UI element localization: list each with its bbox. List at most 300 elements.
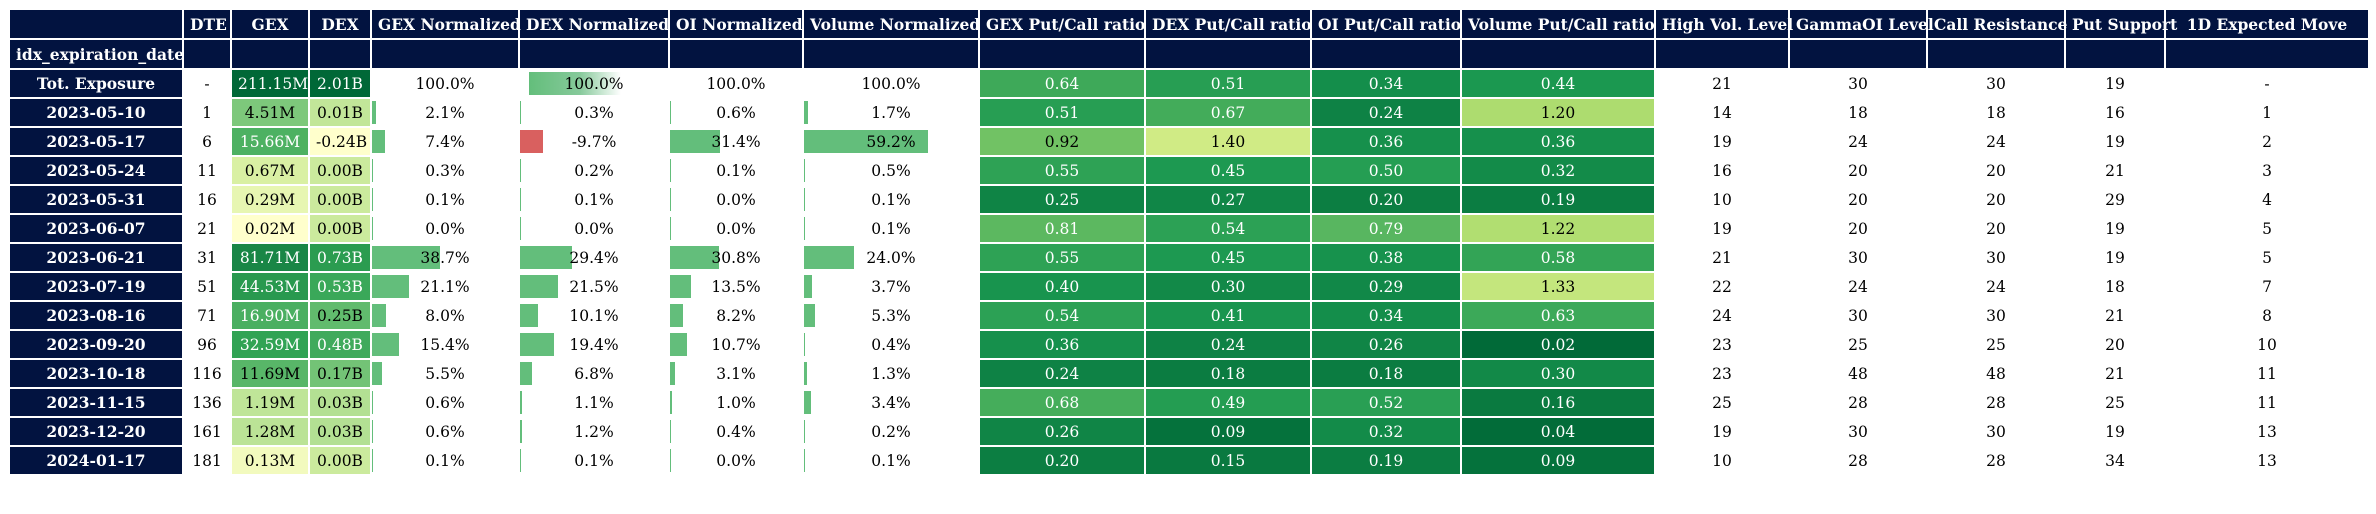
normalized-value: 100.0% xyxy=(861,74,921,93)
table-row xyxy=(9,301,2369,330)
put-support-cell: 34 xyxy=(2065,446,2165,475)
dex-cell: 0.73B xyxy=(309,243,371,272)
normalized-value: 15.4% xyxy=(420,335,470,354)
normalized-bar xyxy=(520,420,522,443)
normalized-bar xyxy=(804,188,805,211)
table-row xyxy=(9,185,2369,214)
normalized-value: 0.6% xyxy=(716,103,756,122)
table-row xyxy=(9,98,2369,127)
dte-cell: 116 xyxy=(183,359,231,388)
dex-cell: -0.24B xyxy=(309,127,371,156)
volume-normalized-cell xyxy=(803,156,979,185)
dex-normalized-cell xyxy=(519,127,669,156)
expected-move-cell: 7 xyxy=(2165,272,2369,301)
oi-normalized-cell xyxy=(669,330,803,359)
row-header-date: 2023-05-31 xyxy=(9,185,183,214)
header-gammaoi-level: GammaOI Level xyxy=(1789,9,1927,39)
table-row xyxy=(9,156,2369,185)
volume-normalized-cell xyxy=(803,98,979,127)
call-resistance-cell: 30 xyxy=(1927,243,2065,272)
row-header-date: 2023-12-20 xyxy=(9,417,183,446)
dex-put-call-cell: 0.51 xyxy=(1145,69,1311,98)
dte-cell: 96 xyxy=(183,330,231,359)
normalized-value: 30.8% xyxy=(711,248,761,267)
normalized-value: 6.8% xyxy=(574,364,614,383)
put-support-cell: 29 xyxy=(2065,185,2165,214)
volume-put-call-cell: 1.33 xyxy=(1461,272,1655,301)
dex-normalized-cell xyxy=(519,417,669,446)
normalized-value: 1.1% xyxy=(574,393,614,412)
header-oi-put-call-ratio: OI Put/Call ratio xyxy=(1311,9,1461,39)
volume-put-call-cell: 0.19 xyxy=(1461,185,1655,214)
oi-normalized-cell xyxy=(669,156,803,185)
gex-cell: 1.28M xyxy=(231,417,309,446)
dex-put-call-cell: 0.54 xyxy=(1145,214,1311,243)
gex-normalized-cell xyxy=(371,69,519,98)
gex-cell: 11.69M xyxy=(231,359,309,388)
put-support-cell: 18 xyxy=(2065,272,2165,301)
dex-normalized-cell xyxy=(519,388,669,417)
dex-put-call-cell: 0.15 xyxy=(1145,446,1311,475)
dex-cell: 0.48B xyxy=(309,330,371,359)
normalized-bar xyxy=(670,159,671,182)
high-vol-level-cell: 24 xyxy=(1655,301,1789,330)
oi-put-call-cell: 0.20 xyxy=(1311,185,1461,214)
gex-put-call-cell: 0.20 xyxy=(979,446,1145,475)
normalized-value: 0.6% xyxy=(425,422,465,441)
call-resistance-cell: 30 xyxy=(1927,69,2065,98)
normalized-value: 31.4% xyxy=(711,132,761,151)
normalized-bar xyxy=(372,159,373,182)
normalized-bar xyxy=(372,391,373,414)
put-support-cell: 21 xyxy=(2065,301,2165,330)
row-header-date: Tot. Exposure xyxy=(9,69,183,98)
row-header-date: 2023-09-20 xyxy=(9,330,183,359)
normalized-bar xyxy=(372,101,376,124)
expected-move-cell: 1 xyxy=(2165,98,2369,127)
gex-put-call-cell: 0.64 xyxy=(979,69,1145,98)
header-oi-normalized: OI Normalized xyxy=(669,9,803,39)
normalized-bar xyxy=(670,101,671,124)
gammaoi-level-cell: 30 xyxy=(1789,69,1927,98)
gex-normalized-cell xyxy=(371,127,519,156)
gammaoi-level-cell: 24 xyxy=(1789,127,1927,156)
normalized-bar xyxy=(372,304,386,327)
header-dex: DEX xyxy=(309,9,371,39)
gex-put-call-cell: 0.24 xyxy=(979,359,1145,388)
dex-cell: 0.00B xyxy=(309,446,371,475)
row-header-date: 2023-08-16 xyxy=(9,301,183,330)
dex-put-call-cell: 0.49 xyxy=(1145,388,1311,417)
normalized-value: 10.7% xyxy=(711,335,761,354)
gex-cell: 32.59M xyxy=(231,330,309,359)
gex-put-call-cell: 0.40 xyxy=(979,272,1145,301)
gex-normalized-cell xyxy=(371,359,519,388)
volume-put-call-cell: 0.16 xyxy=(1461,388,1655,417)
normalized-value: 0.2% xyxy=(871,422,911,441)
expected-move-cell: 4 xyxy=(2165,185,2369,214)
dex-put-call-cell: 0.30 xyxy=(1145,272,1311,301)
normalized-bar xyxy=(520,449,521,472)
normalized-value: 0.1% xyxy=(425,451,465,470)
volume-put-call-cell: 0.58 xyxy=(1461,243,1655,272)
gammaoi-level-cell: 20 xyxy=(1789,214,1927,243)
normalized-value: 0.1% xyxy=(574,190,614,209)
dte-cell: 51 xyxy=(183,272,231,301)
dex-cell: 2.01B xyxy=(309,69,371,98)
oi-put-call-cell: 0.32 xyxy=(1311,417,1461,446)
gammaoi-level-cell: 20 xyxy=(1789,156,1927,185)
oi-normalized-cell xyxy=(669,359,803,388)
gammaoi-level-cell: 25 xyxy=(1789,330,1927,359)
expected-move-cell: 5 xyxy=(2165,243,2369,272)
put-support-cell: 19 xyxy=(2065,417,2165,446)
volume-put-call-cell: 0.09 xyxy=(1461,446,1655,475)
gammaoi-level-cell: 30 xyxy=(1789,243,1927,272)
high-vol-level-cell: 23 xyxy=(1655,359,1789,388)
gex-cell: 211.15M xyxy=(231,69,309,98)
normalized-value: 0.2% xyxy=(574,161,614,180)
normalized-value: 0.1% xyxy=(716,161,756,180)
gex-normalized-cell xyxy=(371,185,519,214)
gex-put-call-cell: 0.92 xyxy=(979,127,1145,156)
oi-put-call-cell: 0.52 xyxy=(1311,388,1461,417)
expected-move-cell: 13 xyxy=(2165,446,2369,475)
expected-move-cell: - xyxy=(2165,69,2369,98)
gex-normalized-cell xyxy=(371,272,519,301)
dex-normalized-cell xyxy=(519,185,669,214)
header-dex-put-call-ratio: DEX Put/Call ratio xyxy=(1145,9,1311,39)
high-vol-level-cell: 10 xyxy=(1655,446,1789,475)
oi-put-call-cell: 0.19 xyxy=(1311,446,1461,475)
normalized-value: 1.2% xyxy=(574,422,614,441)
oi-put-call-cell: 0.79 xyxy=(1311,214,1461,243)
oi-put-call-cell: 0.18 xyxy=(1311,359,1461,388)
high-vol-level-cell: 25 xyxy=(1655,388,1789,417)
oi-put-call-cell: 0.36 xyxy=(1311,127,1461,156)
dte-cell: 136 xyxy=(183,388,231,417)
dex-cell: 0.00B xyxy=(309,156,371,185)
volume-put-call-cell: 0.04 xyxy=(1461,417,1655,446)
normalized-bar xyxy=(520,391,522,414)
normalized-value: 1.0% xyxy=(716,393,756,412)
normalized-value: -9.7% xyxy=(571,132,617,151)
put-support-cell: 19 xyxy=(2065,214,2165,243)
normalized-bar xyxy=(804,101,808,124)
dte-cell: 161 xyxy=(183,417,231,446)
table-row xyxy=(9,359,2369,388)
normalized-value: 0.4% xyxy=(716,422,756,441)
normalized-value: 100.0% xyxy=(564,74,624,93)
gex-put-call-cell: 0.26 xyxy=(979,417,1145,446)
normalized-value: 1.3% xyxy=(871,364,911,383)
header-gex-put-call-ratio: GEX Put/Call ratio xyxy=(979,9,1145,39)
normalized-bar xyxy=(372,449,373,472)
gex-normalized-cell xyxy=(371,388,519,417)
table-row xyxy=(9,388,2369,417)
gex-cell: 0.67M xyxy=(231,156,309,185)
row-header-date: 2023-10-18 xyxy=(9,359,183,388)
expected-move-cell: 2 xyxy=(2165,127,2369,156)
normalized-bar xyxy=(372,188,373,211)
normalized-bar xyxy=(520,246,572,269)
oi-put-call-cell: 0.26 xyxy=(1311,330,1461,359)
normalized-bar xyxy=(372,217,373,240)
dex-cell: 0.00B xyxy=(309,185,371,214)
normalized-value: 0.5% xyxy=(871,161,911,180)
normalized-bar xyxy=(520,333,554,356)
call-resistance-cell: 28 xyxy=(1927,446,2065,475)
dex-put-call-cell: 0.41 xyxy=(1145,301,1311,330)
normalized-value: 3.4% xyxy=(871,393,911,412)
normalized-value: 0.1% xyxy=(871,219,911,238)
table-row xyxy=(9,446,2369,475)
header-dex-normalized: DEX Normalized xyxy=(519,9,669,39)
normalized-bar xyxy=(520,217,521,240)
column-header-row xyxy=(9,9,2369,39)
gex-put-call-cell: 0.36 xyxy=(979,330,1145,359)
table-row xyxy=(9,243,2369,272)
volume-normalized-cell xyxy=(803,388,979,417)
header-volume-put-call-ratio: Volume Put/Call ratio xyxy=(1461,9,1655,39)
normalized-value: 0.4% xyxy=(871,335,911,354)
normalized-value: 10.1% xyxy=(569,306,619,325)
oi-normalized-cell xyxy=(669,243,803,272)
normalized-value: 2.1% xyxy=(425,103,465,122)
call-resistance-cell: 20 xyxy=(1927,185,2065,214)
volume-put-call-cell: 0.36 xyxy=(1461,127,1655,156)
table-row xyxy=(9,417,2369,446)
expected-move-cell: 13 xyxy=(2165,417,2369,446)
high-vol-level-cell: 21 xyxy=(1655,243,1789,272)
gammaoi-level-cell: 28 xyxy=(1789,446,1927,475)
gex-put-call-cell: 0.81 xyxy=(979,214,1145,243)
normalized-value: 1.7% xyxy=(871,103,911,122)
dte-cell: 6 xyxy=(183,127,231,156)
call-resistance-cell: 18 xyxy=(1927,98,2065,127)
row-header-date: 2023-05-24 xyxy=(9,156,183,185)
volume-normalized-cell xyxy=(803,301,979,330)
oi-normalized-cell xyxy=(669,388,803,417)
normalized-bar xyxy=(670,391,672,414)
volume-put-call-cell: 0.32 xyxy=(1461,156,1655,185)
put-support-cell: 21 xyxy=(2065,359,2165,388)
volume-normalized-cell xyxy=(803,69,979,98)
header-1d-expected-move: 1D Expected Move xyxy=(2165,9,2369,39)
normalized-value: 0.1% xyxy=(871,451,911,470)
dex-put-call-cell: 0.24 xyxy=(1145,330,1311,359)
volume-put-call-cell: 0.44 xyxy=(1461,69,1655,98)
row-header-date: 2023-05-17 xyxy=(9,127,183,156)
volume-put-call-cell: 0.30 xyxy=(1461,359,1655,388)
normalized-bar xyxy=(804,217,805,240)
row-header-date: 2023-07-19 xyxy=(9,272,183,301)
table-row xyxy=(9,127,2369,156)
dte-cell: 1 xyxy=(183,98,231,127)
normalized-value: 5.5% xyxy=(425,364,465,383)
call-resistance-cell: 20 xyxy=(1927,214,2065,243)
dex-normalized-cell xyxy=(519,243,669,272)
normalized-value: 38.7% xyxy=(420,248,470,267)
dex-put-call-cell: 1.40 xyxy=(1145,127,1311,156)
high-vol-level-cell: 19 xyxy=(1655,417,1789,446)
dex-cell: 0.03B xyxy=(309,417,371,446)
normalized-bar xyxy=(520,275,558,298)
dex-put-call-cell: 0.45 xyxy=(1145,243,1311,272)
oi-normalized-cell xyxy=(669,272,803,301)
normalized-value: 0.0% xyxy=(716,219,756,238)
volume-normalized-cell xyxy=(803,446,979,475)
row-header-date: 2023-11-15 xyxy=(9,388,183,417)
oi-put-call-cell: 0.38 xyxy=(1311,243,1461,272)
normalized-bar xyxy=(670,275,691,298)
normalized-bar xyxy=(372,333,399,356)
oi-normalized-cell xyxy=(669,446,803,475)
volume-put-call-cell: 1.20 xyxy=(1461,98,1655,127)
normalized-bar xyxy=(804,304,815,327)
volume-normalized-cell xyxy=(803,359,979,388)
put-support-cell: 21 xyxy=(2065,156,2165,185)
normalized-bar xyxy=(520,304,538,327)
normalized-value: 0.6% xyxy=(425,393,465,412)
normalized-value: 3.1% xyxy=(716,364,756,383)
put-support-cell: 19 xyxy=(2065,127,2165,156)
gex-put-call-cell: 0.25 xyxy=(979,185,1145,214)
expected-move-cell: 11 xyxy=(2165,388,2369,417)
volume-normalized-cell xyxy=(803,127,979,156)
normalized-value: 0.3% xyxy=(574,103,614,122)
dex-cell: 0.53B xyxy=(309,272,371,301)
header-gex: GEX xyxy=(231,9,309,39)
gex-normalized-cell xyxy=(371,98,519,127)
normalized-bar xyxy=(804,333,805,356)
header-volume-normalized: Volume Normalized xyxy=(803,9,979,39)
dex-cell: 0.00B xyxy=(309,214,371,243)
dex-normalized-cell xyxy=(519,156,669,185)
gex-put-call-cell: 0.55 xyxy=(979,243,1145,272)
expected-move-cell: 11 xyxy=(2165,359,2369,388)
volume-normalized-cell xyxy=(803,272,979,301)
gex-cell: 81.71M xyxy=(231,243,309,272)
oi-normalized-cell xyxy=(669,417,803,446)
row-header-date: 2024-01-17 xyxy=(9,446,183,475)
call-resistance-cell: 30 xyxy=(1927,417,2065,446)
call-resistance-cell: 30 xyxy=(1927,301,2065,330)
normalized-value: 5.3% xyxy=(871,306,911,325)
normalized-bar xyxy=(520,159,521,182)
dex-normalized-cell xyxy=(519,301,669,330)
normalized-bar xyxy=(670,333,687,356)
gammaoi-level-cell: 28 xyxy=(1789,388,1927,417)
normalized-value: 0.1% xyxy=(425,190,465,209)
expected-move-cell: 3 xyxy=(2165,156,2369,185)
normalized-bar xyxy=(670,362,675,385)
high-vol-level-cell: 10 xyxy=(1655,185,1789,214)
oi-put-call-cell: 0.34 xyxy=(1311,301,1461,330)
oi-normalized-cell xyxy=(669,301,803,330)
dte-cell: 71 xyxy=(183,301,231,330)
normalized-bar xyxy=(804,449,805,472)
normalized-value: 100.0% xyxy=(706,74,766,93)
call-resistance-cell: 28 xyxy=(1927,388,2065,417)
oi-normalized-cell xyxy=(669,98,803,127)
normalized-bar xyxy=(670,217,671,240)
normalized-bar xyxy=(804,159,805,182)
gex-cell: 0.02M xyxy=(231,214,309,243)
gex-normalized-cell xyxy=(371,301,519,330)
put-support-cell: 20 xyxy=(2065,330,2165,359)
volume-put-call-cell: 1.22 xyxy=(1461,214,1655,243)
gammaoi-level-cell: 24 xyxy=(1789,272,1927,301)
row-header-date: 2023-06-21 xyxy=(9,243,183,272)
oi-put-call-cell: 0.50 xyxy=(1311,156,1461,185)
expected-move-cell: 8 xyxy=(2165,301,2369,330)
normalized-bar xyxy=(520,362,532,385)
normalized-value: 100.0% xyxy=(415,74,475,93)
call-resistance-cell: 25 xyxy=(1927,330,2065,359)
row-header-date: 2023-05-10 xyxy=(9,98,183,127)
normalized-value: 0.0% xyxy=(716,190,756,209)
dte-cell: 11 xyxy=(183,156,231,185)
normalized-bar xyxy=(670,449,671,472)
oi-normalized-cell xyxy=(669,127,803,156)
normalized-value: 0.3% xyxy=(425,161,465,180)
gex-put-call-cell: 0.54 xyxy=(979,301,1145,330)
normalized-bar xyxy=(804,420,805,443)
dte-cell: 181 xyxy=(183,446,231,475)
dte-cell: 21 xyxy=(183,214,231,243)
table-row xyxy=(9,330,2369,359)
high-vol-level-cell: 19 xyxy=(1655,214,1789,243)
high-vol-level-cell: 23 xyxy=(1655,330,1789,359)
normalized-bar xyxy=(670,188,671,211)
header-put-support: Put Support xyxy=(2065,9,2165,39)
oi-normalized-cell xyxy=(669,185,803,214)
high-vol-level-cell: 19 xyxy=(1655,127,1789,156)
call-resistance-cell: 24 xyxy=(1927,127,2065,156)
header-call-resistance: Call Resistance xyxy=(1927,9,2065,39)
gex-put-call-cell: 0.68 xyxy=(979,388,1145,417)
gex-cell: 44.53M xyxy=(231,272,309,301)
put-support-cell: 25 xyxy=(2065,388,2165,417)
expected-move-cell: 10 xyxy=(2165,330,2369,359)
normalized-bar xyxy=(372,420,373,443)
dex-put-call-cell: 0.27 xyxy=(1145,185,1311,214)
normalized-value: 0.1% xyxy=(871,190,911,209)
high-vol-level-cell: 14 xyxy=(1655,98,1789,127)
normalized-value: 21.1% xyxy=(420,277,470,296)
index-name-row xyxy=(9,39,2369,69)
normalized-bar xyxy=(804,275,812,298)
put-support-cell: 19 xyxy=(2065,69,2165,98)
gex-cell: 1.19M xyxy=(231,388,309,417)
dex-put-call-cell: 0.18 xyxy=(1145,359,1311,388)
normalized-bar xyxy=(804,391,811,414)
gex-exposure-table xyxy=(8,8,2370,476)
normalized-bar xyxy=(670,304,683,327)
normalized-value: 29.4% xyxy=(569,248,619,267)
dex-normalized-cell xyxy=(519,446,669,475)
call-resistance-cell: 20 xyxy=(1927,156,2065,185)
normalized-bar xyxy=(804,362,807,385)
gex-normalized-cell xyxy=(371,446,519,475)
normalized-value: 8.0% xyxy=(425,306,465,325)
normalized-value: 3.7% xyxy=(871,277,911,296)
call-resistance-cell: 24 xyxy=(1927,272,2065,301)
volume-put-call-cell: 0.63 xyxy=(1461,301,1655,330)
oi-put-call-cell: 0.29 xyxy=(1311,272,1461,301)
normalized-bar xyxy=(372,362,382,385)
